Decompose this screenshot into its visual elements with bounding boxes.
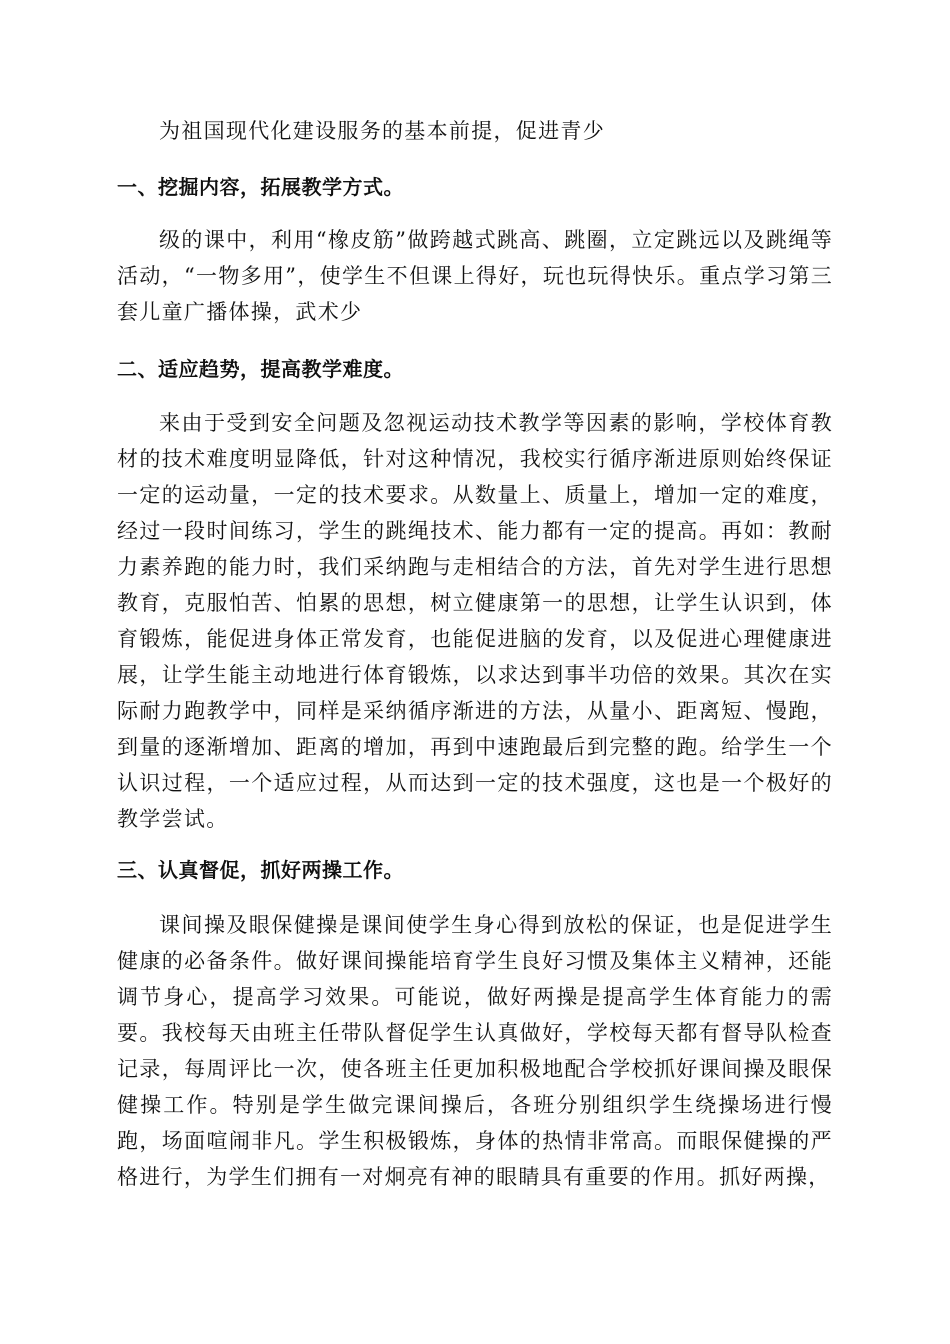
section-1-paragraph [117,222,833,330]
paragraph-text: 课间操及眼保健操是课间使学生身心得到放松的保证，也是促进学生健康的必备条件。做好课间操能培育学生良好习惯及集体主义精神，还能调节身心，提高学习效果。可能说，做好两操是提高学生体育能力的需要。我校每天由班主任带队督促学生认真做好，学校每天都有督导队检查记录，每周评比一次，使各班主任更加积极地配合学校抓好课间操及眼保健操工作。特别是学生做完课间操后，各班分别组织学生绕操场进行慢跑，场面喧闹非凡。学生积极锻炼，身体的热情非常高。而眼保健操的严格进行，为学生们拥有一对炯亮有神的眼睛具有重要的作用。抓好两操， [117,913,833,1189]
paragraph-text: 来由于受到安全问题及忽视运动技术教学等因素的影响，学校体育教材的技术难度明显降低，针对这种情况，我校实行循序渐进原则始终保证一定的运动量，一定的技术要求。从数量上、质量上，增加一定的难度，经过一段时间练习，学生的跳绳技术、能力都有一定的提高。再如：教耐力素养跑的能力时，我们采纳跑与走相结合的方法，首先对学生进行思想教育，克服怕苦、怕累的思想，树立健康第一的思想，让学生认识到，体育锻炼，能促进身体正常发育，也能促进脑的发育，以及促进心理健康进展，让学生能主动地进行体育锻炼，以求达到事半功倍的效果。其次在实际耐力跑教学中，同样是采纳循序渐进的方法，从量小、距离短、慢跑，到量的逐渐增加、距离的增加，再到中速跑最后到完整的跑。给学生一个认识过程，一个适应过程，从而达到一定的技术强度，这也是一个极好的教学尝试。 [117,411,833,831]
section-heading-2 [117,354,833,384]
section-heading-3 [117,855,833,885]
paragraph-text: 级的课中，利用“橡皮筋”做跨越式跳高、跳圈，立定跳远以及跳绳等活动，“一物多用”，使学生不但课上得好，玩也玩得快乐。重点学习第三套儿童广播体操，武术少 [117,228,833,324]
section-3-paragraph [117,907,833,1195]
section-2-paragraph [117,405,833,837]
heading-text: 三、认真督促，抓好两操工作。 [117,858,404,882]
heading-text: 二、适应趋势，提高教学难度。 [117,357,404,381]
intro-paragraph [117,113,833,149]
paragraph-text: 为祖国现代化建设服务的基本前提，促进青少 [159,119,605,143]
heading-text: 一、挖掘内容，拓展教学方式。 [117,175,404,199]
section-heading-1 [117,172,833,202]
